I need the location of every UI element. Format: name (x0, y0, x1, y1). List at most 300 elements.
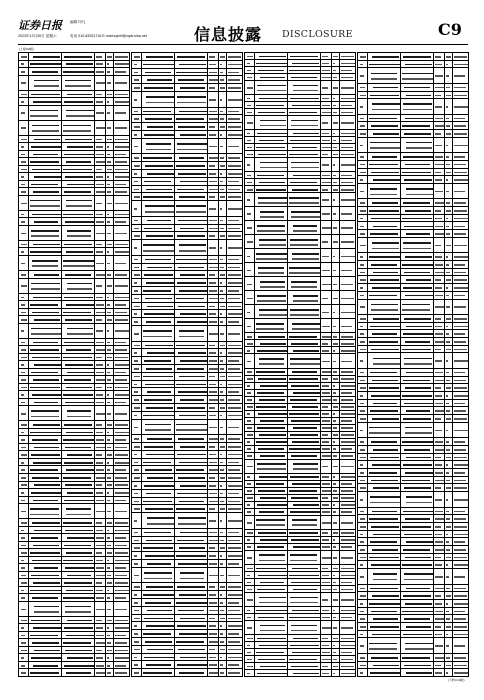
text-line (107, 439, 110, 441)
text-line (260, 666, 286, 668)
text-line (293, 673, 319, 675)
text-line (373, 226, 397, 228)
text-line (115, 511, 127, 513)
text-line (454, 145, 468, 147)
text-line (209, 157, 218, 159)
text-line (67, 146, 93, 148)
text-line (360, 360, 363, 362)
text-line (333, 476, 335, 478)
text-line (21, 184, 25, 186)
text-line (293, 504, 319, 506)
text-line (96, 304, 104, 306)
text-line (34, 484, 60, 486)
text-line (370, 142, 400, 144)
text-line (454, 557, 467, 559)
text-line (30, 200, 60, 202)
text-line (259, 597, 286, 599)
text-line (30, 251, 61, 253)
text-line (289, 448, 320, 450)
text-line (371, 78, 397, 80)
table-cell (141, 240, 175, 256)
text-line (144, 360, 171, 362)
text-line (146, 664, 171, 666)
text-line (115, 203, 128, 205)
table-cell (226, 240, 244, 256)
table-cell (367, 138, 401, 153)
text-line (180, 399, 204, 401)
text-line (404, 133, 431, 135)
text-line (360, 395, 363, 397)
text-line (322, 336, 331, 338)
table-cell (254, 621, 288, 635)
text-line (341, 546, 352, 548)
text-line (228, 306, 241, 308)
text-line (446, 272, 450, 274)
text-line (435, 595, 441, 597)
text-line (146, 368, 172, 370)
text-line (256, 483, 284, 485)
text-line (21, 112, 25, 114)
text-line (32, 394, 61, 396)
text-line (360, 264, 364, 266)
text-line (220, 664, 223, 666)
text-line (258, 413, 287, 415)
text-line (220, 610, 224, 612)
text-line (177, 102, 206, 104)
text-line (454, 272, 466, 274)
table-cell (339, 621, 357, 635)
text-line (115, 285, 128, 287)
text-line (96, 139, 102, 141)
text-line (115, 402, 126, 404)
text-line (115, 537, 126, 539)
text-line (220, 384, 222, 386)
text-line (115, 567, 126, 569)
table-cell (287, 551, 321, 565)
text-line (96, 203, 102, 205)
text-line (146, 625, 174, 627)
text-line (403, 634, 432, 636)
text-line (446, 611, 449, 613)
text-line (360, 618, 365, 620)
text-line (435, 549, 444, 551)
table-row (245, 276, 355, 291)
text-line (179, 336, 204, 338)
text-line (220, 313, 222, 315)
text-line (209, 235, 215, 237)
text-line (66, 432, 93, 434)
text-line (115, 221, 126, 223)
text-line (333, 199, 335, 201)
text-line (107, 263, 110, 265)
text-line (322, 476, 329, 478)
text-line (67, 283, 92, 285)
text-line (134, 399, 139, 401)
text-line (341, 361, 352, 363)
text-line (257, 673, 287, 675)
text-line (63, 477, 91, 479)
text-line (66, 304, 94, 306)
text-line (30, 205, 60, 207)
text-line (360, 588, 365, 590)
text-line (341, 298, 354, 300)
text-line (107, 233, 111, 235)
text-line (220, 493, 223, 495)
text-line (220, 173, 222, 175)
text-line (134, 664, 138, 666)
text-line (341, 63, 355, 65)
text-line (65, 274, 91, 276)
text-line (403, 333, 433, 335)
text-line (290, 560, 317, 562)
text-line (258, 448, 284, 450)
text-line (96, 590, 103, 592)
text-line (178, 352, 206, 354)
text-line (145, 602, 171, 604)
table-cell (358, 669, 367, 677)
text-line (341, 617, 352, 619)
text-line (32, 260, 58, 262)
text-line (107, 657, 109, 659)
text-line (145, 508, 173, 510)
table-cell (113, 602, 131, 617)
text-line (33, 244, 60, 246)
text-line (293, 463, 318, 465)
text-line (341, 589, 353, 591)
text-line (372, 287, 400, 289)
table-cell (226, 568, 244, 584)
text-line (292, 258, 319, 260)
text-line (322, 610, 329, 612)
text-line (322, 140, 330, 142)
table-cell (367, 638, 401, 653)
text-line (454, 125, 466, 127)
text-line (144, 618, 173, 620)
text-line (65, 319, 92, 321)
text-line (34, 606, 59, 608)
text-line (406, 626, 431, 628)
table-row (19, 503, 129, 519)
table-cell (367, 569, 401, 584)
text-line (322, 645, 329, 647)
text-line (96, 372, 104, 374)
text-line (322, 659, 331, 661)
text-line (21, 462, 24, 464)
text-line (134, 87, 140, 89)
text-line (67, 372, 94, 374)
table-row (132, 325, 242, 342)
text-line (446, 306, 450, 308)
text-line (341, 312, 355, 314)
text-line (435, 511, 443, 513)
table-cell (226, 201, 244, 217)
text-line (143, 157, 172, 159)
text-line (333, 133, 335, 135)
text-line (96, 492, 103, 494)
text-line (454, 118, 465, 120)
text-line (341, 371, 353, 373)
text-line (144, 657, 174, 659)
text-line (134, 79, 139, 81)
text-line (369, 518, 398, 520)
text-line (247, 336, 252, 338)
text-line (292, 105, 320, 107)
text-line (373, 272, 398, 274)
text-line (435, 564, 442, 566)
text-line (134, 469, 139, 471)
disclosure-tables (18, 52, 468, 676)
text-line (333, 256, 335, 258)
text-line (134, 208, 137, 210)
text-line (115, 56, 128, 58)
table-cell (141, 139, 175, 155)
text-line (371, 125, 398, 127)
text-line (290, 244, 318, 246)
text-line (341, 112, 353, 114)
text-line (134, 173, 137, 175)
text-line (32, 642, 59, 644)
text-line (107, 297, 109, 299)
text-line (292, 610, 319, 612)
text-line (147, 391, 171, 393)
text-line (333, 98, 335, 100)
text-line (66, 387, 92, 389)
text-line (176, 555, 206, 557)
table-cell (113, 504, 131, 519)
text-line (209, 173, 216, 175)
text-line (360, 499, 363, 501)
text-line (360, 318, 366, 320)
text-line (228, 625, 242, 627)
table-cell (254, 291, 288, 305)
text-line (33, 191, 59, 193)
text-line (360, 549, 365, 551)
text-line (115, 454, 128, 456)
text-line (257, 504, 287, 506)
text-line (403, 595, 431, 597)
table-cell (254, 551, 288, 565)
text-line (134, 228, 139, 230)
table-cell (113, 106, 131, 121)
text-line (209, 462, 217, 464)
text-line (228, 501, 240, 503)
text-line (292, 147, 317, 149)
text-line (322, 70, 330, 72)
table-row (245, 192, 355, 207)
text-line (176, 165, 205, 167)
text-line (289, 490, 317, 492)
table-cell (245, 235, 254, 249)
table-row (245, 459, 355, 474)
text-line (405, 64, 432, 66)
text-line (134, 189, 139, 191)
text-line (369, 643, 397, 645)
text-line (247, 589, 252, 591)
text-line (333, 455, 337, 457)
text-line (115, 139, 128, 141)
text-line (134, 56, 140, 58)
text-line (405, 256, 432, 258)
text-line (107, 469, 110, 471)
text-line (454, 480, 466, 482)
text-line (21, 387, 27, 389)
text-line (435, 557, 441, 559)
text-line (292, 328, 320, 330)
table-cell (358, 99, 367, 114)
editor-credit: 编辑 印凡 (70, 20, 86, 24)
text-line (107, 635, 110, 637)
text-line (134, 298, 139, 300)
text-line (454, 449, 466, 451)
text-line (96, 161, 105, 163)
text-line (143, 336, 172, 338)
text-line (66, 205, 92, 207)
text-line (21, 560, 24, 562)
text-line (220, 602, 223, 604)
text-line (341, 610, 355, 612)
text-line (179, 501, 204, 503)
text-line (322, 413, 329, 415)
text-line (21, 394, 24, 396)
text-line (177, 321, 207, 323)
table-cell (254, 516, 288, 530)
text-line (333, 448, 336, 450)
text-line (107, 221, 110, 223)
text-line (134, 407, 140, 409)
text-line (256, 147, 285, 149)
table-cell (287, 158, 321, 172)
table-cell (19, 76, 28, 91)
text-line (372, 109, 400, 111)
text-line (107, 146, 109, 148)
table-cell (400, 423, 434, 438)
text-line (406, 326, 432, 328)
text-line (96, 522, 102, 524)
text-line (96, 454, 102, 456)
text-line (405, 518, 430, 520)
text-line (21, 304, 25, 306)
table-cell (226, 92, 244, 108)
text-line (32, 214, 61, 216)
text-line (333, 659, 337, 661)
text-line (220, 228, 224, 230)
text-line (247, 557, 252, 559)
text-line (209, 672, 218, 674)
text-line (257, 90, 286, 92)
text-line (96, 394, 103, 396)
text-line (405, 164, 430, 166)
text-line (333, 511, 336, 513)
text-line (341, 77, 353, 79)
text-line (322, 557, 331, 559)
table-cell (287, 319, 321, 333)
text-line (146, 102, 174, 104)
text-line (371, 564, 400, 566)
text-line (220, 641, 224, 643)
text-line (290, 363, 320, 365)
text-line (96, 545, 105, 547)
text-line (291, 162, 319, 164)
text-line (143, 672, 172, 674)
text-line (21, 191, 26, 193)
text-line (176, 424, 207, 426)
text-line (220, 469, 224, 471)
text-line (435, 657, 444, 659)
text-line (290, 554, 317, 556)
text-line (176, 602, 207, 604)
text-line (65, 402, 94, 404)
text-line (260, 420, 284, 422)
table-cell (141, 92, 175, 108)
text-line (435, 191, 443, 193)
text-line (107, 379, 111, 381)
text-line (220, 415, 222, 417)
text-line (247, 122, 253, 124)
text-line (341, 189, 354, 191)
text-line (435, 245, 441, 247)
text-line (147, 563, 171, 565)
text-line (180, 657, 206, 659)
table-cell (367, 300, 401, 315)
text-line (454, 106, 468, 108)
text-line (115, 609, 127, 611)
text-line (322, 497, 328, 499)
text-line (178, 610, 204, 612)
text-line (435, 264, 443, 266)
text-line (406, 410, 430, 412)
text-line (107, 609, 111, 611)
text-line (220, 462, 223, 464)
text-line (291, 666, 318, 668)
text-line (290, 597, 318, 599)
text-line (32, 477, 59, 479)
text-line (360, 441, 364, 443)
text-line (67, 454, 92, 456)
text-line (115, 251, 129, 253)
text-line (454, 441, 465, 443)
text-line (134, 247, 137, 249)
text-line (402, 264, 433, 266)
table-cell (358, 492, 367, 507)
text-line (209, 610, 218, 612)
text-line (220, 454, 222, 456)
text-line (341, 105, 352, 107)
table-cell (19, 504, 28, 519)
text-line (21, 530, 24, 532)
text-line (403, 287, 432, 289)
table-cell (452, 238, 470, 253)
text-line (33, 56, 60, 58)
text-line (435, 541, 443, 543)
text-line (34, 447, 59, 449)
text-line (96, 511, 105, 513)
text-line (404, 179, 432, 181)
text-line (259, 182, 285, 184)
text-line (228, 165, 241, 167)
text-line (257, 427, 285, 429)
text-line (209, 118, 218, 120)
text-line (322, 312, 329, 314)
text-line (21, 545, 26, 547)
text-line (21, 575, 26, 577)
text-line (63, 560, 93, 562)
table-cell (367, 492, 401, 507)
text-line (247, 455, 252, 457)
text-line (220, 72, 223, 74)
text-line (373, 573, 397, 575)
text-line (259, 358, 284, 360)
text-line (30, 387, 60, 389)
